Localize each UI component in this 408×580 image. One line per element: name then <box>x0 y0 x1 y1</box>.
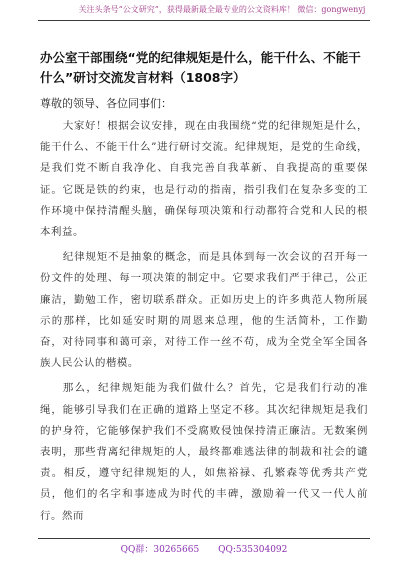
header-banner: 关注头条号“公文研究”，获得最新最全最专业的公文资料库！ 微信：gongwenyj <box>78 5 366 14</box>
footer <box>0 542 408 555</box>
greeting: 尊敬的领导、各位同事们： <box>40 97 172 110</box>
body-paragraph: 纪律规矩不是抽象的概念，而是具体到每一次会议的召开每一份文件的处理、每一项决策的制定中。它要求我们严于律己，公正廉洁，勤勉工作，密切联系群众。正如历史上的许多典范人物所展示的那样，比如延安时期的周恩来总理，他的生活简朴，工作勤奋，对待同事和蔼可亲，对待工作一丝不苟，成为全党全军全国各族人民公认的楷模。 <box>40 251 368 370</box>
header-divider <box>38 20 370 21</box>
body-paragraph: 大家好！根据会议安排，现在由我围绕“党的纪律规矩是什么，能干什么、不能干什么”进行研讨交流。纪律规矩，是党的生命线，是我们党不断自我净化、自我完善自我革新、自我提高的重要保证。它既是铁的约束，也是行动的指南，指引我们在复杂多变的工作环境中保持清醒头脑，确保每项决策和行动都符合党和人民的根本利益。 <box>40 120 368 239</box>
footer-qq: QQ:535304092 <box>218 545 288 555</box>
body-paragraph: 那么，纪律规矩能为我们做什么？首先，它是我们行动的准绳，能够引导我们在正确的道路上坚定不移。其次纪律规矩是我们的护身符，它能够保护我们不受腐败侵蚀保持清正廉洁。无数案例表明，那些背离纪律规矩的人，最终都难逃法律的制裁和社会的谴责。相反，遵守纪律规矩的人，如焦裕禄、孔繁森等优秀共产党员，他们的名字和事迹成为时代的丰碑，激励着一代又一代人前行。然而 <box>40 382 368 522</box>
footer-qq-group: QQ群：30265665 <box>120 545 200 555</box>
document-title: 办公室干部围绕“党的纪律规矩是什么，能干什么、不能干什么”研讨交流发言材料（1808字） <box>40 50 361 85</box>
document-body <box>40 116 368 531</box>
footer-divider <box>38 538 370 539</box>
